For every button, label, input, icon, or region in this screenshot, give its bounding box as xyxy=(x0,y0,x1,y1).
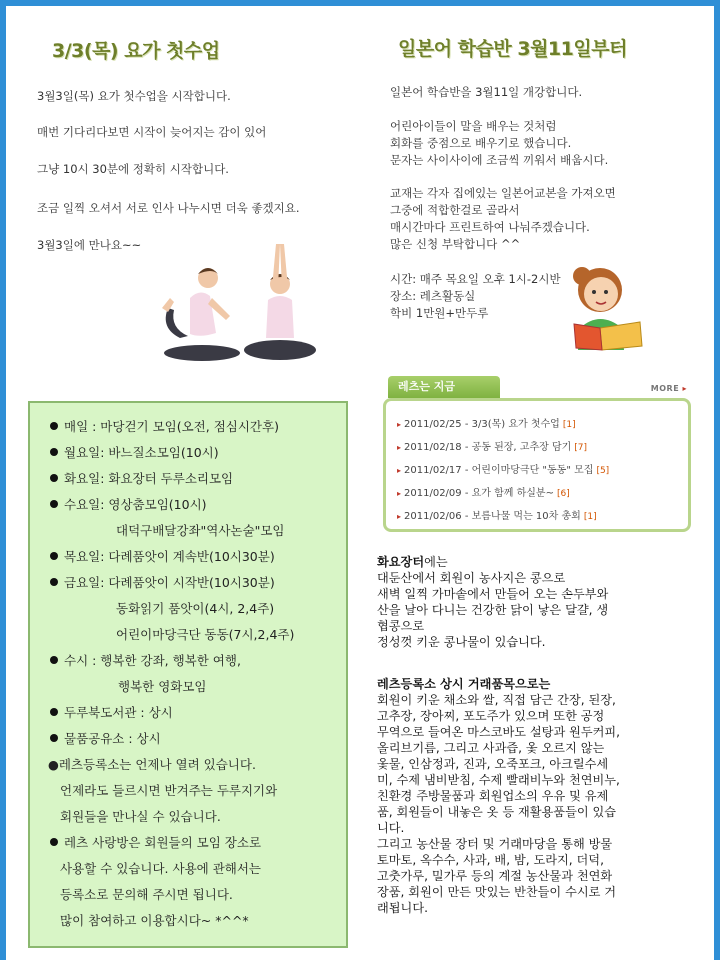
market-line: 대둔산에서 회원이 농사지은 콩으로 xyxy=(377,571,566,585)
schedule-line: ●레츠등록소는 언제나 열려 있습니다. xyxy=(48,757,256,772)
japanese-text-3: 회화를 중점으로 배우기로 했습니다. xyxy=(390,136,572,150)
comment-count: [1] xyxy=(562,420,576,430)
market-line: 새벽 일찍 가마솥에서 만들어 오는 손두부와 xyxy=(377,587,609,601)
schedule-line: 사용할 수 있습니다. 사용에 관해서는 xyxy=(60,861,261,876)
japanese-fee: 학비 1만원+만두루 xyxy=(390,306,489,320)
japanese-place: 장소: 레츠활동실 xyxy=(390,289,476,303)
market-line: 정성껏 키운 콩나물이 있습니다. xyxy=(377,635,546,649)
bullet-icon xyxy=(50,656,58,664)
bullet-arrow-icon: ▸ xyxy=(397,466,402,475)
comment-count: [6] xyxy=(556,489,570,499)
schedule-line: 월요일: 바느질소모임(10시) xyxy=(64,445,219,460)
store-title: 레츠등록소 상시 거래품목으로는 xyxy=(377,677,551,691)
bullet-icon xyxy=(50,552,58,560)
schedule-line: 화요일: 화요장터 두루소리모임 xyxy=(64,471,234,486)
bullet-arrow-icon: ▸ xyxy=(397,420,402,429)
bullet-icon xyxy=(50,708,58,716)
japanese-text-1: 일본어 학습반을 3월11일 개강합니다. xyxy=(390,85,583,99)
store-line: 그리고 농산물 장터 및 거래마당을 통해 방물 xyxy=(377,837,613,851)
bullet-arrow-icon: ▸ xyxy=(397,489,402,498)
schedule-line: 회원들을 만나실 수 있습니다. xyxy=(60,809,221,824)
yoga-illustration xyxy=(150,238,330,368)
japanese-text-5: 교재는 각자 집에있는 일본어교본을 가져오면 xyxy=(390,186,616,200)
yoga-text-4: 조금 일찍 오셔서 서로 인사 나누시면 더욱 좋겠지요. xyxy=(37,201,300,215)
store-line: 품, 회원들이 내놓은 옷 등 재활용품들이 있습 xyxy=(377,805,617,819)
store-line: 친환경 주방물품과 회원업소의 우유 및 유제 xyxy=(377,789,609,803)
bullet-icon xyxy=(50,838,58,846)
japanese-text-4: 문자는 사이사이에 조금씩 끼워서 배웁시다. xyxy=(390,153,609,167)
comment-count: [5] xyxy=(596,466,610,476)
schedule-line: 많이 참여하고 이용합시다~ *^^* xyxy=(60,913,249,928)
comment-count: [7] xyxy=(574,443,588,453)
store-line: 미, 수제 냄비받침, 수제 빨래비누와 천연비누, xyxy=(377,773,620,787)
news-item[interactable]: ▸ 2011/02/25 - 3/3(목) 요가 첫수업 [1] xyxy=(397,419,576,430)
store-line: 옻물, 인삼정과, 진과, 오죽포크, 아크릴수세 xyxy=(377,757,609,771)
schedule-line: 어린이마당극단 동동(7시,2,4주) xyxy=(116,627,295,642)
schedule-line: 언제라도 들르시면 반겨주는 두루지기와 xyxy=(60,783,278,798)
schedule-line: 매일 : 마당걷기 모임(오전, 점심시간후) xyxy=(64,419,279,434)
yoga-heading: 3/3(목) 요가 첫수업 xyxy=(52,40,220,62)
news-item[interactable]: ▸ 2011/02/09 - 요가 함께 하실분~ [6] xyxy=(397,488,570,499)
bullet-icon xyxy=(50,500,58,508)
japanese-text-7: 매시간마다 프린트하여 나눠주겠습니다. xyxy=(390,220,590,234)
store-line: 니다. xyxy=(377,821,405,835)
more-arrow-icon: ▸ xyxy=(682,384,687,393)
store-line: 무역으로 들여온 마스코바도 설탕과 원두커피, xyxy=(377,725,621,739)
yoga-text-2: 매번 기다리다보면 시작이 늦어지는 감이 있어 xyxy=(37,125,267,139)
japanese-time: 시간: 매주 목요일 오후 1시-2시반 xyxy=(390,272,561,286)
schedule-line: 목요일: 다례품앗이 계속반(10시30분) xyxy=(64,549,275,564)
comment-count: [1] xyxy=(583,512,597,522)
market-line: 협콩으로 xyxy=(377,619,425,633)
store-line: 올리브기름, 그리고 사과즙, 옻 오르지 않는 xyxy=(377,741,605,755)
news-item[interactable]: ▸ 2011/02/18 - 공동 된장, 고추장 담기 [7] xyxy=(397,442,588,453)
schedule-line: 등록소로 문의해 주시면 됩니다. xyxy=(60,887,233,902)
schedule-line: 동화읽기 품앗이(4시, 2,4주) xyxy=(116,601,275,616)
news-panel xyxy=(383,376,693,536)
market-title: 화요장터에는 xyxy=(377,555,448,569)
japanese-text-8: 많은 신청 부탁합니다 ^^ xyxy=(390,237,521,251)
store-line: 래됩니다. xyxy=(377,901,428,915)
bullet-icon xyxy=(50,734,58,742)
yoga-text-1: 3월3일(목) 요가 첫수업을 시작합니다. xyxy=(37,89,231,103)
news-list xyxy=(383,398,691,532)
japanese-class-heading: 일본어 학습반 3월11일부터 xyxy=(398,38,627,60)
schedule-line: 두루북도서관 : 상시 xyxy=(64,705,173,720)
bullet-icon xyxy=(50,422,58,430)
market-line: 산을 날아 다니는 건강한 닭이 낳은 달걀, 생 xyxy=(377,603,609,617)
yoga-text-3: 그냥 10시 30분에 정확히 시작합니다. xyxy=(37,162,229,176)
news-item[interactable]: ▸ 2011/02/06 - 보름나물 먹는 10차 총회 [1] xyxy=(397,511,597,522)
japanese-text-6: 그중에 적합한걸로 골라서 xyxy=(390,203,520,217)
child-reading-illustration xyxy=(570,258,644,354)
bullet-icon xyxy=(50,474,58,482)
store-line: 고추장, 장아찌, 포도주가 있으며 또한 공정 xyxy=(377,709,605,723)
japanese-text-2: 어린아이들이 말을 배우는 것처럼 xyxy=(390,119,557,133)
schedule-line: 물품공유소 : 상시 xyxy=(64,731,161,746)
schedule-line: 수시 : 행복한 강좌, 행복한 여행, xyxy=(64,653,241,668)
bullet-icon xyxy=(50,448,58,456)
schedule-line: 행복한 영화모임 xyxy=(118,679,207,694)
more-link[interactable]: MORE ▸ xyxy=(650,384,687,393)
news-item[interactable]: ▸ 2011/02/17 - 어린이마당극단 "동동" 모집 [5] xyxy=(397,465,610,476)
bullet-icon xyxy=(50,578,58,586)
schedule-line: 레츠 사랑방은 회원들의 모임 장소로 xyxy=(64,835,262,850)
schedule-line: 대덕구배달강좌"역사논술"모임 xyxy=(116,523,285,538)
schedule-line: 수요일: 영상춤모임(10시) xyxy=(64,497,207,512)
yoga-text-5: 3월3일에 만나요~~ xyxy=(37,238,142,252)
store-line: 고춧가루, 밀가루 등의 계절 농산물과 천연화 xyxy=(377,869,613,883)
store-line: 회원이 키운 채소와 쌀, 직접 담근 간장, 된장, xyxy=(377,693,616,707)
bullet-arrow-icon: ▸ xyxy=(397,512,402,521)
schedule-box xyxy=(28,401,348,948)
store-line: 장품, 회원이 만든 맛있는 반찬들이 수시로 거 xyxy=(377,885,617,899)
news-tab[interactable]: 레츠는 지금 xyxy=(388,376,500,398)
store-line: 토마토, 옥수수, 사과, 배, 밤, 도라지, 더덕, xyxy=(377,853,604,867)
schedule-line: 금요일: 다례품앗이 시작반(10시30분) xyxy=(64,575,275,590)
bullet-arrow-icon: ▸ xyxy=(397,443,402,452)
